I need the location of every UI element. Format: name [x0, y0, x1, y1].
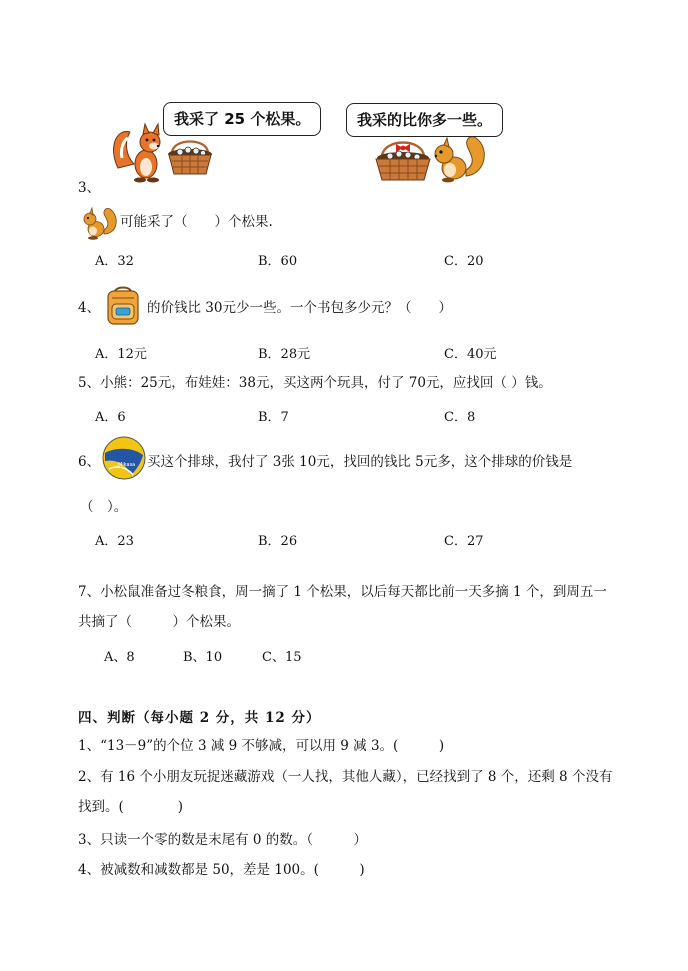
- q6-option-a[interactable]: A．23: [95, 534, 134, 549]
- basket-right-illustration: [372, 136, 434, 184]
- q3-option-c[interactable]: C．20: [444, 254, 484, 269]
- q3-option-b[interactable]: B．60: [258, 254, 298, 269]
- q4-text: 的价钱比 30元少一些。一个书包多少元？（ ）: [147, 300, 452, 316]
- q4-number: 4、: [78, 300, 101, 316]
- q7-line1: 7、小松鼠准备过冬粮食，周一摘了 1 个松果，以后每天都比前一天多摘 1 个，到周五一: [78, 584, 607, 600]
- q7-option-c[interactable]: C、15: [262, 650, 302, 665]
- judge-item-3: 3、只读一个零的数是末尾有 0 的数。（ ）: [78, 832, 368, 848]
- squirrel-right-illustration: [428, 130, 488, 184]
- q7-line2: 共摘了（ ）个松果。: [78, 614, 240, 630]
- judge-item-2-cont: 找到。( ): [78, 799, 184, 815]
- q3-text: 可能采了（ ）个松果.: [120, 214, 273, 230]
- q3-number: 3、: [78, 180, 101, 196]
- q7-option-b[interactable]: B、10: [183, 650, 223, 665]
- q6-text-line2: （ ）。: [80, 499, 128, 515]
- q5-option-c[interactable]: C．8: [444, 410, 476, 425]
- q5-text: 5、小熊：25元，布娃娃：38元，买这两个玩具，付了 70元，应找回（ ）钱。: [78, 375, 552, 391]
- backpack-icon: [104, 286, 142, 326]
- q6-option-c[interactable]: C．27: [444, 534, 484, 549]
- q6-option-b[interactable]: B．26: [258, 534, 298, 549]
- judge-item-4: 4、被减数和减数都是 50，差是 100。( ): [78, 862, 365, 878]
- volleyball-icon: [101, 435, 147, 481]
- q7-option-a[interactable]: A、8: [104, 650, 135, 665]
- q3-option-a[interactable]: A．32: [95, 254, 134, 269]
- judge-item-2: 2、有 16 个小朋友玩捉迷藏游戏（一人找，其他人藏），已经找到了 8 个，还剩 8 个没有: [78, 769, 613, 785]
- q5-option-a[interactable]: A．6: [95, 410, 126, 425]
- q6-text: 买这个排球，我付了 3张 10元，找回的钱比 5元多，这个排球的价钱是: [147, 454, 573, 470]
- svg-text:Mikasa: Mikasa: [118, 462, 136, 468]
- q6-number: 6、: [78, 454, 101, 470]
- speech-bubble-fox: 我采了 25 个松果。: [163, 102, 321, 136]
- judge-item-1: 1、“13－9”的个位 3 减 9 不够减，可以用 9 减 3。( ): [78, 738, 445, 754]
- speech-bubble-squirrel: 我采的比你多一些。: [346, 103, 503, 137]
- fox-illustration: [108, 118, 170, 184]
- q4-option-c[interactable]: C．40元: [444, 347, 497, 362]
- q5-option-b[interactable]: B．7: [258, 410, 289, 425]
- q4-option-b[interactable]: B．28元: [258, 347, 311, 362]
- q4-option-a[interactable]: A．12元: [95, 347, 147, 362]
- squirrel-icon: [80, 204, 118, 240]
- section-4-heading: 四、判断（每小题 2 分，共 12 分）: [78, 710, 321, 726]
- basket-left-illustration: [164, 138, 216, 178]
